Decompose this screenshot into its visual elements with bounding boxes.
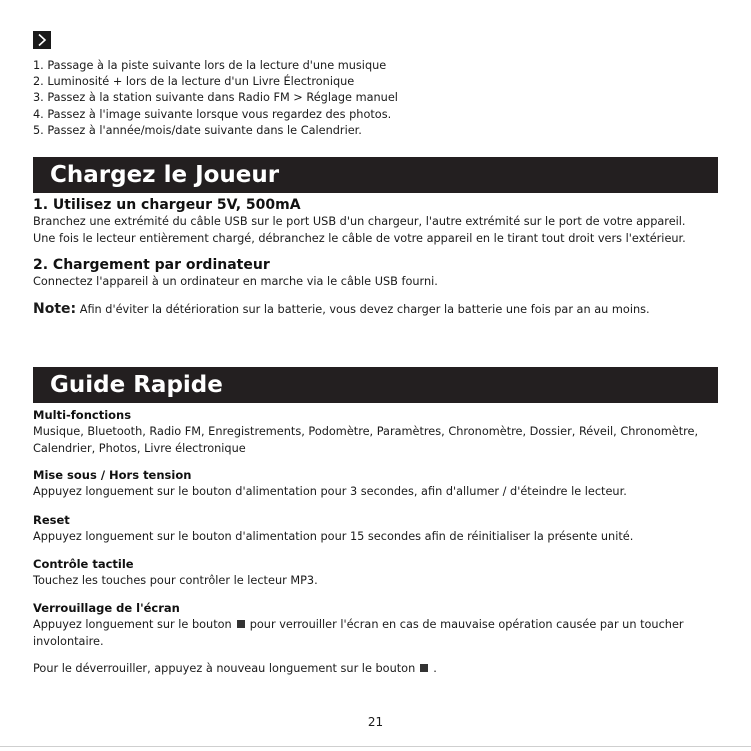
note-text: Afin d'éviter la détérioration sur la batterie, vous devez charger la batterie une fois par an au moins. <box>76 303 650 316</box>
computer-charging-text: Connectez l'appareil à un ordinateur en marche via le câble USB fourni. <box>33 275 438 288</box>
lock-button-icon <box>420 664 428 672</box>
list-item: 5. Passez à l'année/mois/date suivante dans le Calendrier. <box>33 123 362 137</box>
list-item: 4. Passez à l'image suivante lorsque vous regardez des photos. <box>33 107 392 121</box>
note-label: Note: <box>33 301 77 317</box>
page-number: 21 <box>367 715 384 729</box>
unlock-text-part: Pour le déverrouiller, appuyez à nouveau longuement sur le bouton <box>33 662 416 675</box>
lock-button-icon <box>237 620 245 628</box>
screen-lock-text <box>33 617 684 651</box>
charger-line: Branchez une extrémité du câble USB sur le port USB d'un chargeur, l'autre extrémité sur le port de votre appareil. <box>33 215 686 228</box>
functions-line: Calendrier, Photos, Livre électronique <box>33 441 246 455</box>
touch-control-title: Contrôle tactile <box>33 557 134 571</box>
charge-section-banner: Chargez le Joueur <box>33 157 718 193</box>
list-item: 1. Passage à la piste suivante lors de la lecture d'une musique <box>33 59 387 72</box>
multi-functions-title: Multi-fonctions <box>33 408 132 422</box>
unlock-text <box>33 661 437 678</box>
screen-lock-title: Verrouillage de l'écran <box>33 601 180 615</box>
charger-heading: 1. Utilisez un chargeur 5V, 500mA <box>33 197 301 213</box>
lock-text-part: involontaire. <box>33 634 104 648</box>
touch-control-text: Touchez les touches pour contrôler le lecteur MP3. <box>33 574 318 587</box>
charger-line: Une fois le lecteur entièrement chargé, débranchez le câble de votre appareil en le tirant tout droit vers l'extérieur. <box>33 231 686 245</box>
list-item: 3. Passez à la station suivante dans Radio FM > Réglage manuel <box>33 91 398 105</box>
functions-line: Musique, Bluetooth, Radio FM, Enregistrements, Podomètre, Paramètres, Chronomètre, Dossier, Réveil, Chronomètre, <box>33 425 699 438</box>
power-title: Mise sous / Hors tension <box>33 468 192 482</box>
bottom-divider <box>0 746 751 747</box>
unlock-text-part: . <box>433 662 437 675</box>
reset-text: Appuyez longuement sur le bouton d'alimentation pour 15 secondes afin de réinitialiser la présente unité. <box>33 530 634 543</box>
quick-guide-banner: Guide Rapide <box>33 367 718 403</box>
reset-title: Reset <box>33 513 70 527</box>
power-text: Appuyez longuement sur le bouton d'alimentation pour 3 secondes, afin d'allumer / d'éteindre le lecteur. <box>33 485 627 498</box>
list-item: 2. Luminosité + lors de la lecture d'un Livre Électronique <box>33 75 355 89</box>
charger-paragraph <box>33 214 686 248</box>
lock-text-part: pour verrouiller l'écran en cas de mauvaise opération causée par un toucher <box>249 618 684 631</box>
battery-note <box>33 301 650 319</box>
lock-text-part: Appuyez longuement sur le bouton <box>33 618 232 631</box>
multi-functions-text <box>33 424 698 458</box>
computer-charging-heading: 2. Chargement par ordinateur <box>33 257 270 273</box>
next-button-functions-list <box>33 58 398 139</box>
next-track-icon <box>33 31 51 49</box>
